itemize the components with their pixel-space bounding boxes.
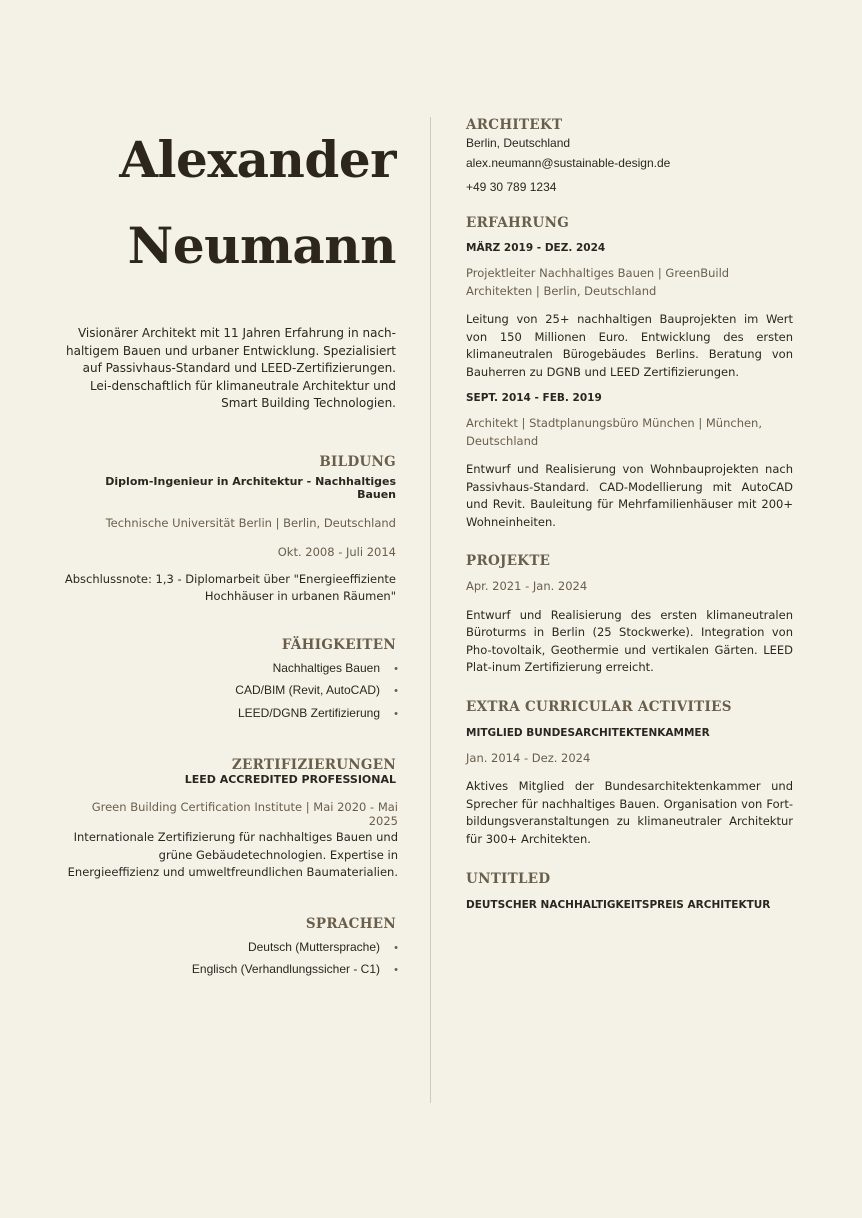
education-institution: Technische Universität Berlin | Berlin, Deutschland (105, 515, 396, 530)
project-description: Entwurf und Realisierung des ersten klimaneutralen Büroturms in Berlin (25 Stockwerke). Integration von Pho-tovoltaik, Geothermie und vertikalen Gärten. LEED Plat-inum Zertifizierung erreicht. (466, 607, 793, 674)
skill-item: Nachhaltiges Bauen • (272, 660, 398, 675)
extra-section (466, 699, 793, 849)
experience-title: ERFAHRUNG (466, 215, 570, 231)
left-column (64, 117, 398, 982)
education-degree: Diplom-Ingenieur in Architektur - Nachhaltiges Bauen (105, 474, 396, 501)
projects-title: PROJEKTE (466, 553, 551, 569)
experience-section (466, 215, 793, 531)
certification-name: LEED ACCREDITED PROFESSIONAL (184, 773, 396, 786)
languages-section (64, 916, 398, 982)
job-position: Architekt | Stadtplanungsbüro München | München, Deutschland (466, 416, 762, 448)
location: Berlin, Deutschland (466, 136, 571, 150)
certification-description: Internationale Zertifizierung für nachhaltiges Bauen und grüne Gebäudetechnologien. Expertise in Energieeffizienz und umweltfreundlichen Baumaterialien. (67, 830, 398, 879)
education-title: BILDUNG (319, 453, 396, 470)
column-divider (430, 117, 431, 1103)
extra-title: EXTRA CURRICULAR ACTIVITIES (466, 698, 732, 715)
skills-title: FÄHIGKEITEN (281, 636, 396, 653)
languages-list (64, 937, 398, 982)
languages-title: SPRACHEN (305, 915, 396, 932)
certification-issuer: Green Building Certification Institute | Mai 2020 - Mai 2025 (91, 800, 398, 828)
education-section (64, 454, 398, 606)
skills-list (64, 658, 398, 726)
job-description: Leitung von 25+ nachhaltigen Bauprojekten im Wert von 150 Millionen Euro. Entwicklung des ersten klimaneutralen Bürogebäudes Berlins. Beratung von Bauherren zu DGNB und LEED Zertifizierungen. (466, 312, 793, 379)
contact-section (466, 117, 793, 199)
extra-description: Aktives Mitglied der Bundesarchitektenkammer und Sprecher für nachhaltiges Bauen. Organisation von Fort-bildungsveranstaltungen zu klimaneutraler Architektur für 300+ Architekten. (466, 779, 793, 846)
education-period: Okt. 2008 - Juli 2014 (277, 544, 396, 559)
phone[interactable]: +49 30 789 1234 (466, 180, 557, 194)
job-position: Projektleiter Nachhaltiges Bauen | GreenBuild Architekten | Berlin, Deutschland (466, 266, 730, 298)
skill-item: LEED/DGNB Zertifizierung • (237, 705, 398, 720)
job-dates: MÄRZ 2019 - DEZ. 2024 (466, 242, 606, 254)
education-note: Abschlussnote: 1,3 - Diplomarbeit über "Energieeffiziente Hochhäuser in urbanen Räumen" (64, 571, 396, 603)
right-column (466, 117, 793, 911)
untitled-title: UNTITLED (466, 871, 551, 887)
role-title: ARCHITEKT (466, 117, 563, 133)
extra-name: MITGLIED BUNDESARCHITEKTENKAMMER (466, 726, 710, 739)
summary: Visionärer Architekt mit 11 Jahren Erfahrung in nach-haltigem Bauen und urbaner Entwicklung. Spezialisiert auf Passivhaus-Standard und LEED-Zertifizierungen. Lei-denschaftlich für klimaneutrale Architektur und Smart Building Technologien. (66, 326, 396, 410)
projects-section (466, 553, 793, 677)
language-item: Englisch (Verhandlungssicher - C1) • (191, 962, 398, 976)
first-name: Alexander (119, 130, 396, 189)
name-heading (64, 117, 396, 289)
skills-section (64, 637, 398, 726)
job-description: Entwurf und Realisierung von Wohnbauprojekten nach Passivhaus-Standard. CAD-Modellierung mit AutoCAD und Revit. Bauleitung für Mehrfamilienhäuser mit 200+ Wohneinheiten. (466, 462, 793, 529)
language-item: Deutsch (Muttersprache) • (247, 939, 398, 954)
email[interactable]: alex.neumann@sustainable-design.de (466, 156, 671, 170)
extra-period: Jan. 2014 - Dez. 2024 (466, 750, 591, 765)
job-dates: SEPT. 2014 - FEB. 2019 (466, 392, 602, 404)
certifications-title: ZERTIFIZIERUNGEN (231, 757, 396, 773)
untitled-item: DEUTSCHER NACHHALTIGKEITSPREIS ARCHITEKTUR (466, 899, 771, 911)
skill-item: CAD/BIM (Revit, AutoCAD) • (235, 683, 398, 697)
certifications-section (64, 757, 398, 882)
last-name: Neumann (127, 216, 396, 275)
project-period: Apr. 2021 - Jan. 2024 (466, 579, 588, 593)
untitled-section (466, 871, 793, 911)
